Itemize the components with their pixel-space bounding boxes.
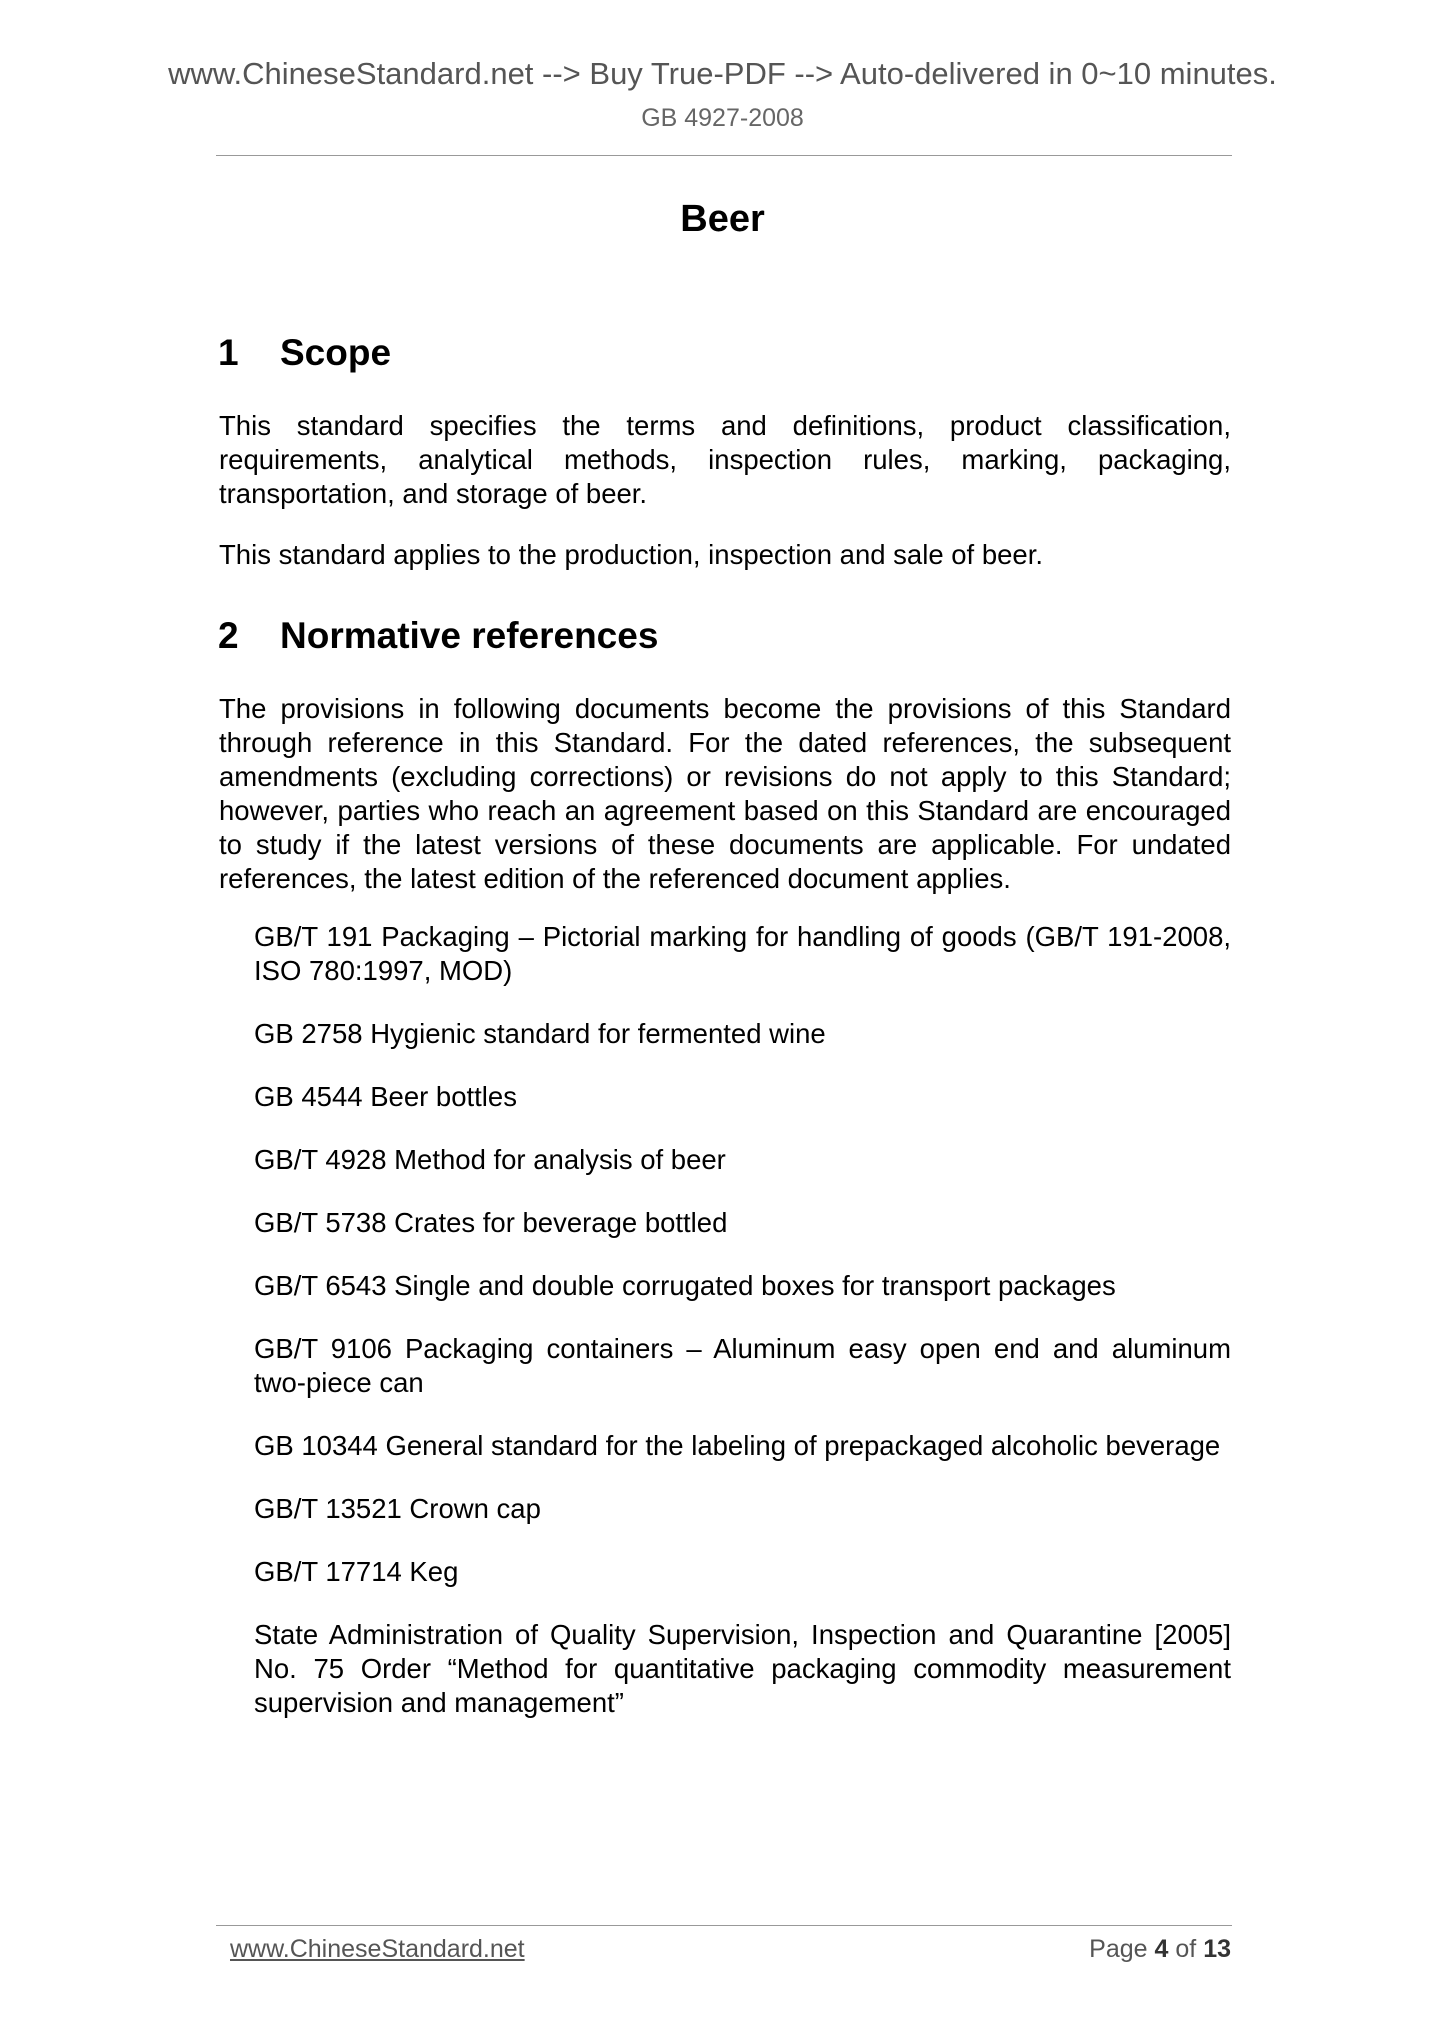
reference-item: GB 4544 Beer bottles — [254, 1081, 517, 1112]
header-banner: www.ChineseStandard.net --> Buy True-PDF --> Auto-delivered in 0~10 minutes. — [168, 56, 1277, 91]
reference-item: GB/T 6543 Single and double corrugated boxes for transport packages — [254, 1270, 1116, 1301]
reference-item: GB/T 191 Packaging – Pictorial marking for handling of goods (GB/T 191-2008, ISO 780:1997, MOD) — [254, 921, 1231, 986]
reference-item: GB 2758 Hygienic standard for fermented wine — [254, 1018, 826, 1049]
reference-item: GB 10344 General standard for the labeling of prepackaged alcoholic beverage — [254, 1430, 1221, 1461]
section-number: 2 — [218, 615, 239, 656]
section-heading-scope — [218, 332, 391, 374]
header-divider — [216, 155, 1232, 156]
reference-item: GB/T 4928 Method for analysis of beer — [254, 1144, 726, 1175]
footer-divider — [216, 1925, 1232, 1926]
reference-item: GB/T 17714 Keg — [254, 1556, 459, 1587]
total-page-count: 13 — [1203, 1935, 1231, 1963]
document-title: Beer — [680, 198, 765, 240]
page-prefix: Page — [1089, 1935, 1148, 1963]
reference-item: GB/T 5738 Crates for beverage bottled — [254, 1207, 728, 1238]
section-heading-normative-references — [218, 615, 658, 657]
section-title: Normative references — [280, 615, 659, 656]
page-indicator — [1089, 1935, 1231, 1964]
standard-number: GB 4927-2008 — [641, 104, 804, 132]
section-number: 1 — [218, 332, 239, 373]
reference-list — [254, 920, 1231, 1749]
current-page-number: 4 — [1154, 1935, 1169, 1963]
section-title: Scope — [280, 332, 392, 373]
footer-site-link[interactable]: www.ChineseStandard.net — [230, 1935, 525, 1963]
references-intro-paragraph: The provisions in following documents become the provisions of this Standard through reference in this Standard. For the dated references, the subsequent amendments (excluding corrections) or revisions do not apply to this Standard; however, parties who reach an agreement based on this Standard are encouraged to study if the latest versions of these documents are applicable. For undated references, the latest edition of the referenced document applies. — [219, 693, 1231, 894]
reference-item: State Administration of Quality Supervision, Inspection and Quarantine [2005] No. 75 Order “Method for quantitative packaging commodity measurement supervision and management” — [254, 1619, 1231, 1718]
scope-paragraph-1: This standard specifies the terms and definitions, product classification, requirements, analytical methods, inspection rules, marking, packaging, transportation, and storage of beer. — [219, 410, 1231, 509]
page-of-label: of — [1175, 1935, 1197, 1963]
reference-item: GB/T 9106 Packaging containers – Aluminum easy open end and aluminum two-piece can — [254, 1333, 1231, 1398]
reference-item: GB/T 13521 Crown cap — [254, 1493, 541, 1524]
scope-paragraph-2: This standard applies to the production, inspection and sale of beer. — [219, 539, 1044, 570]
